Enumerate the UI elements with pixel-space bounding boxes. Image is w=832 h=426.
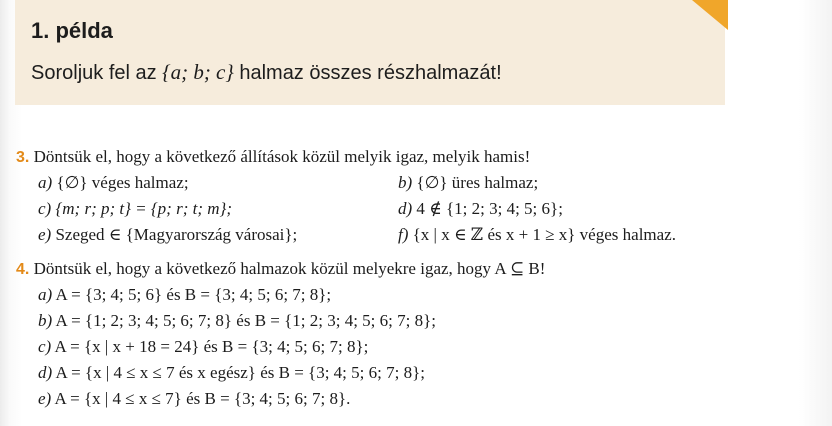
exercise-3-question: 3. Döntsük el, hogy a következő állítások közül melyik igaz, melyik hamis! [16,147,531,166]
exercise-4-item-b: b) A = {1; 2; 3; 4; 5; 6; 7; 8} és B = {1; 2; 3; 4; 5; 6; 7; 8}; [38,311,436,330]
exercise-3-item-e: e) Szeged ∈ {Magyarország városai}; [38,225,298,244]
exercise-3-item-b: b) {∅} üres halmaz; [398,173,539,192]
exercise-3-item-a: a) {∅} véges halmaz; [38,173,189,192]
exercise-4-item-e: e) A = {x | 4 ≤ x ≤ 7} és B = {3; 4; 5; 6; 7; 8}. [38,389,351,408]
exercise-4-item-d: d) A = {x | 4 ≤ x ≤ 7 és x egész} és B = {3; 4; 5; 6; 7; 8}; [38,363,425,382]
exercise-3-item-f: f) {x | x ∈ ℤ és x + 1 ≥ x} véges halmaz. [398,225,676,244]
exercise-4-item-a: a) A = {3; 4; 5; 6} és B = {3; 4; 5; 6; 7; 8}; [38,285,332,304]
exercise-3-item-d: d) 4 ∉ {1; 2; 3; 4; 5; 6}; [398,199,563,218]
example-text: Soroljuk fel az {a; b; c} halmaz összes részhalmazát! [31,60,502,84]
exercise-4-item-c: c) A = {x | x + 18 = 24} és B = {3; 4; 5; 6; 7; 8}; [38,337,369,356]
example-box [15,0,725,105]
exercise-number: 4. [16,261,30,278]
example-title: 1. példa [31,18,113,43]
exercise-4-question: 4. Döntsük el, hogy a következő halmazok közül melyekre igaz, hogy A ⊆ B! [16,259,546,278]
example-set: {a; b; c} [162,60,234,84]
exercise-number: 3. [16,149,30,166]
corner-marker-icon [692,0,728,30]
exercise-3-item-c: c) {m; r; p; t} = {p; r; t; m}; [38,199,232,218]
